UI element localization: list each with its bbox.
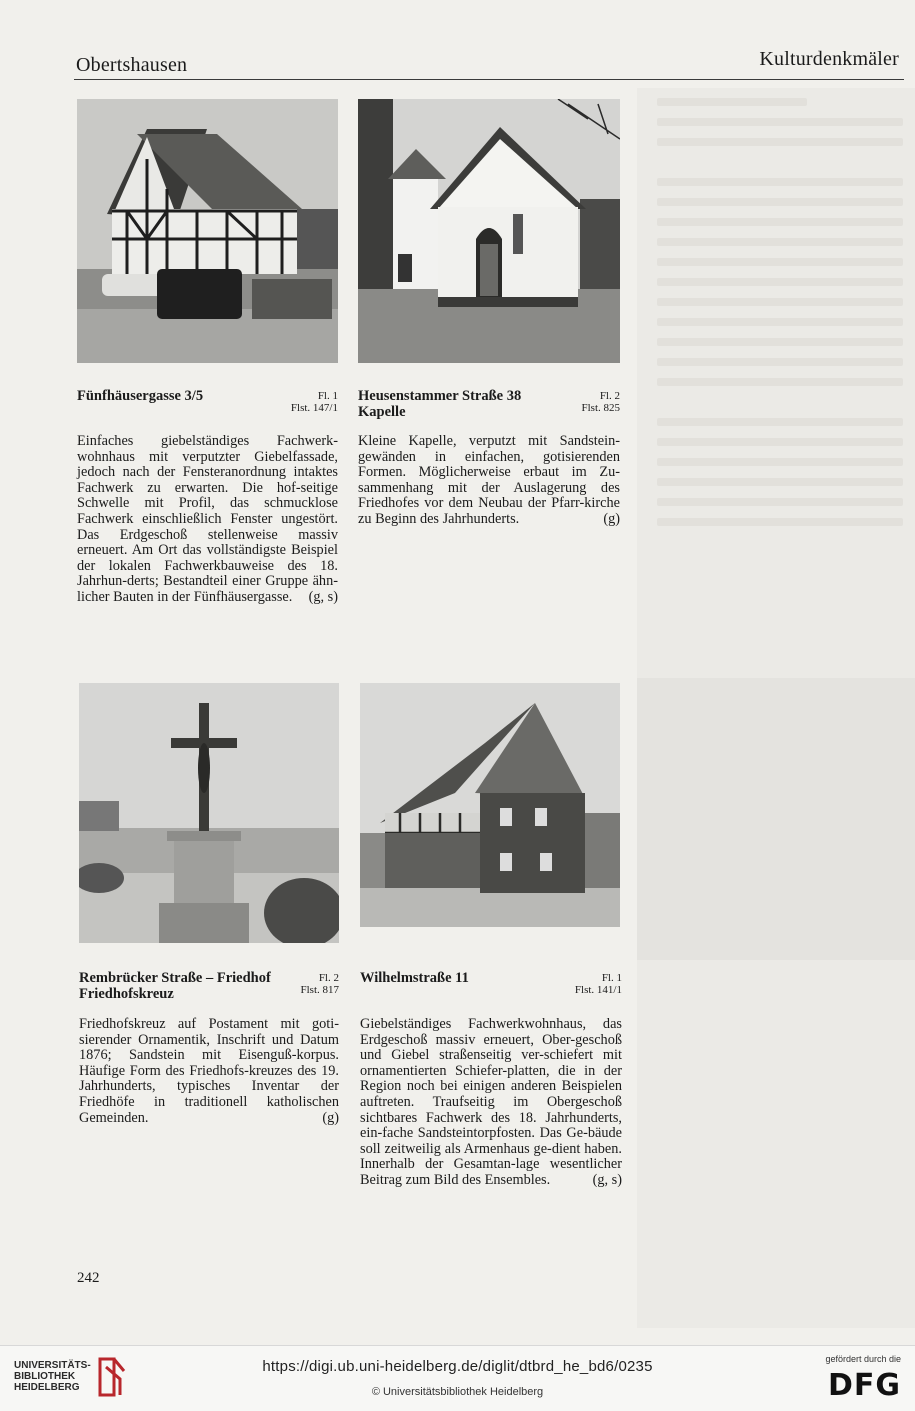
flur-number: Fl. 1	[317, 390, 338, 402]
parcel-ref	[581, 390, 620, 414]
entry-text-4	[360, 1017, 622, 1189]
bleed-through-column	[637, 88, 915, 1328]
entry-title: Wilhelmstraße 11	[360, 970, 469, 986]
caption-entry-1	[77, 388, 338, 414]
permalink[interactable]: https://digi.ub.uni-heidelberg.de/diglit/dtbrd_he_bd6/0235	[262, 1358, 653, 1375]
library-line: HEIDELBERG	[14, 1382, 80, 1393]
running-head-left: Obertshausen	[76, 54, 188, 76]
source-abbrev: (g, s)	[308, 588, 338, 605]
entry-title: Rembrücker Straße – Friedhof	[79, 970, 271, 986]
source-abbrev: (g)	[603, 510, 620, 527]
entry-title: Heusenstammer Straße 38	[358, 388, 522, 404]
running-head-right: Kulturdenkmäler	[759, 48, 899, 70]
entry-text-1	[77, 434, 338, 606]
flurstueck-number: Flst. 825	[581, 402, 620, 414]
caption-entry-2	[358, 388, 620, 420]
parcel-ref	[300, 972, 339, 996]
copyright: © Universitätsbibliothek Heidelberg	[371, 1386, 544, 1398]
viewer-footer	[0, 1345, 915, 1411]
photo-fachwerkhaus	[77, 99, 338, 363]
photo-wilhelmstrasse	[360, 683, 620, 927]
page-number: 242	[77, 1270, 100, 1286]
header-rule	[74, 79, 904, 80]
caption-entry-3	[79, 970, 339, 1002]
flur-number: Fl. 1	[601, 972, 622, 984]
caption-entry-4	[360, 970, 622, 996]
entry-title: Fünfhäusergasse 3/5	[77, 388, 204, 404]
library-line: UNIVERSITÄTS-	[14, 1360, 91, 1371]
source-abbrev: (g)	[322, 1109, 339, 1126]
dfg-logo: DFG	[827, 1368, 901, 1403]
flur-number: Fl. 2	[599, 390, 620, 402]
entry-description: Friedhofskreuz auf Postament mit goti-sierender Ornamentik, Inschrift und Datum 1876; Sandstein mit Eisenguß-korpus. Häufige Form des Friedhofs-kreuzes des 19. Jahrhunderts, typisches Inventar der Friedhöfe in traditionell katholischen Gemeinden.	[79, 1016, 339, 1126]
flurstueck-number: Flst. 817	[300, 984, 339, 996]
library-line: BIBLIOTHEK	[14, 1371, 76, 1382]
flurstueck-number: Flst. 147/1	[290, 402, 338, 414]
flur-number: Fl. 2	[318, 972, 339, 984]
photo-kapelle	[358, 99, 620, 363]
parcel-ref	[291, 390, 338, 414]
photo-friedhofskreuz	[79, 683, 339, 943]
funder-label: gefördert durch die	[825, 1354, 901, 1364]
entry-subtitle: Kapelle	[358, 404, 406, 420]
flurstueck-number: Flst. 141/1	[574, 984, 622, 996]
entry-text-3	[79, 1017, 339, 1126]
entry-description: Einfaches giebelständiges Fachwerk-wohnhaus mit verputzter Giebelfassade, jedoch nach der Fensteranordnung intaktes Fachwerk zu erwarten. Die hof-seitige Schwelle mit Profil, das schmucklose Fachwerk einschließlich Fenster ungestört. Das Erdgeschoß stellenweise massiv erneuert. Am Ort das vollständigste Beispiel der lokalen Fachwerkbauweise des 18. Jahrhun-derts; Bestandteil einer Gruppe ähn-licher Bauten in der Fünfhäusergasse.	[77, 433, 338, 605]
entry-text-2	[358, 434, 620, 528]
parcel-ref	[575, 972, 622, 996]
entry-description: Kleine Kapelle, verputzt mit Sandstein-gewänden in einfachen, gotisierenden Formen. Möglicherweise erbaut im Zu-sammenhang mit der Auslagerung des Friedhofes vor dem Neubau der Pfarr-kirche zu Beginn des Jahrhunderts.	[358, 433, 620, 527]
source-abbrev: (g, s)	[592, 1171, 622, 1188]
entry-description: Giebelständiges Fachwerkwohnhaus, das Erdgeschoß massiv erneuert, Ober-geschoß und Giebel straßenseitig ver-schiefert mit ornamentierten Schiefer-platten, die in der Region noch bei einigen anderen Beispielen auftreten. Traufseitig im Obergeschoß sichtbares Fachwerk des 18. Jahrhunderts, ein-fache Sandsteintorpfosten. Das Ge-bäude soll zeitweilig als Armenhaus ge-dient haben. Innerhalb der Gesamtan-lage wesentlicher Beitrag zum Bild des Ensembles.	[360, 1016, 622, 1188]
entry-subtitle: Friedhofskreuz	[79, 986, 174, 1002]
